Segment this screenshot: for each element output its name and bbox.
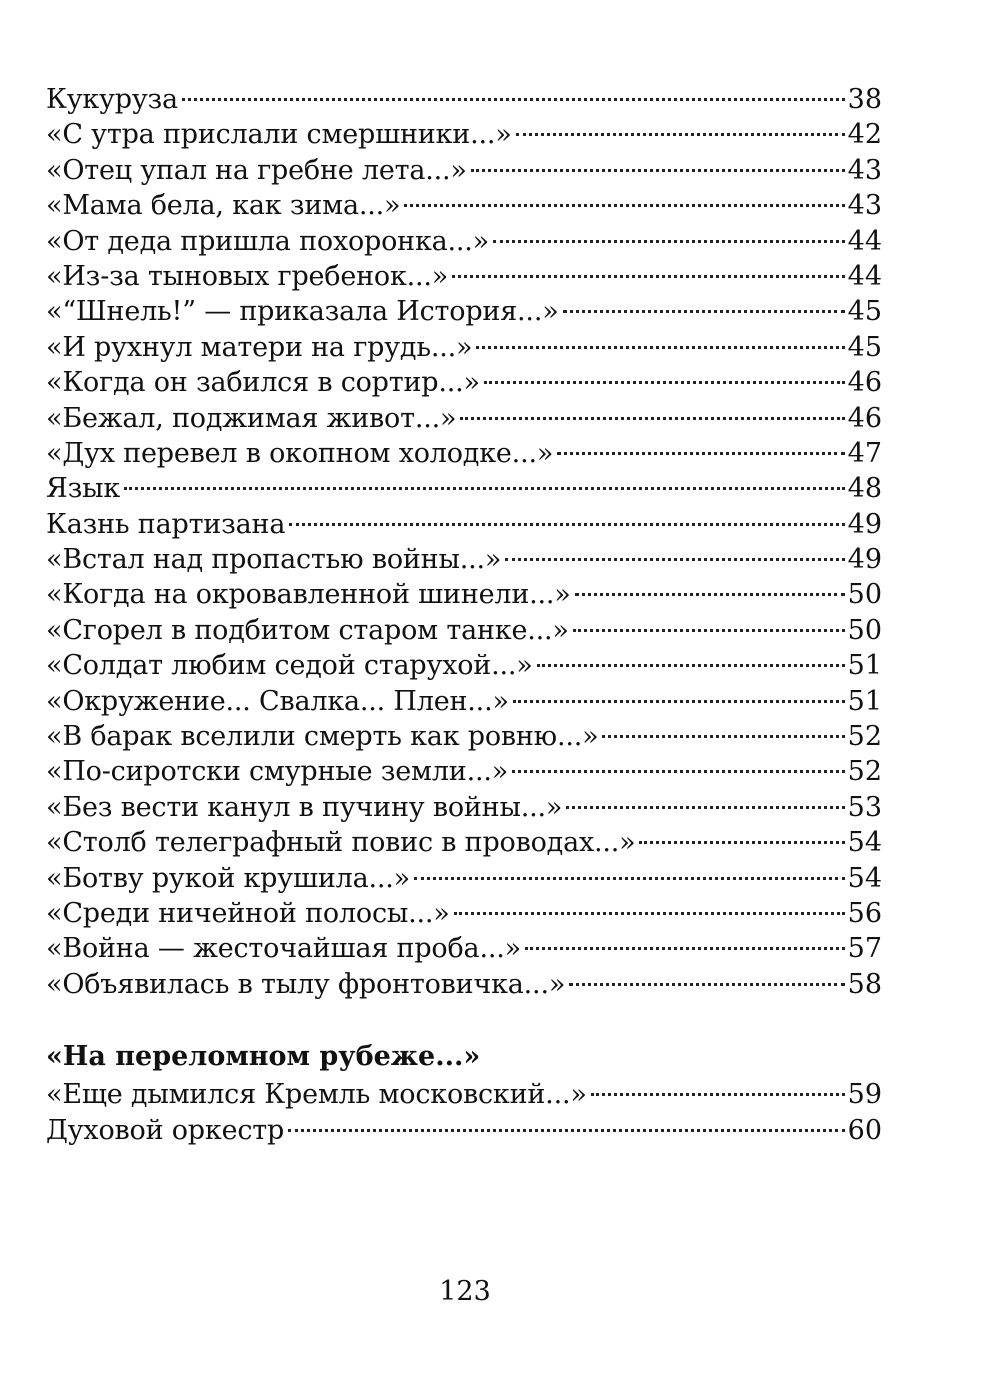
toc-dot-leader xyxy=(414,877,845,880)
toc-entry-title: Духовой оркестр xyxy=(46,1114,285,1146)
toc-dot-leader xyxy=(452,275,845,278)
toc-entry-title: «Бежал, поджимая живот...» xyxy=(46,402,457,434)
toc-dot-leader xyxy=(591,1093,845,1096)
toc-entry-title: «Из-за тыновых гребенок...» xyxy=(46,260,449,292)
toc-entry xyxy=(46,719,882,754)
toc-dot-leader xyxy=(575,593,845,596)
toc-entry xyxy=(46,648,882,683)
toc-entry xyxy=(46,224,882,259)
toc-entry-title: «Война — жесточайшая проба...» xyxy=(46,933,521,965)
toc-entry-page: 58 xyxy=(847,968,882,1000)
toc-entry xyxy=(46,542,882,577)
toc-entry-page: 60 xyxy=(847,1114,882,1146)
toc-entry-page: 46 xyxy=(847,367,882,399)
toc-entry-title: «Сгорел в подбитом старом танке...» xyxy=(46,614,569,646)
toc-dot-leader xyxy=(404,204,844,207)
toc-entry-title: «Столб телеграфный повис в проводах...» xyxy=(46,827,636,859)
toc-entry xyxy=(46,82,882,117)
toc-entry-page: 45 xyxy=(847,331,882,363)
toc-entry-page: 44 xyxy=(847,225,882,257)
toc-entry xyxy=(46,471,882,506)
toc-entry-page: 43 xyxy=(847,154,882,186)
toc-dot-leader xyxy=(573,629,845,632)
toc-entry xyxy=(46,365,882,400)
toc-dot-leader xyxy=(516,133,845,136)
toc-entry xyxy=(46,1077,882,1112)
toc-entry-title: «Когда на окровавленной шинели...» xyxy=(46,579,571,611)
section-heading: «На переломном рубеже...» xyxy=(46,1041,481,1073)
toc-entry-title: «В барак вселили смерть как ровню...» xyxy=(46,721,599,753)
toc-entry-title: «Отец упал на гребне лета...» xyxy=(46,154,467,186)
toc-entry xyxy=(46,188,882,223)
toc-entry-page: 42 xyxy=(847,119,882,151)
toc-dot-leader xyxy=(454,912,845,915)
toc-dot-leader xyxy=(471,169,845,172)
toc-entry xyxy=(46,153,882,188)
toc-entry xyxy=(46,861,882,896)
toc-dot-leader xyxy=(525,947,845,950)
toc-entry xyxy=(46,825,882,860)
toc-dot-leader xyxy=(512,770,845,773)
toc-dot-leader xyxy=(476,346,844,349)
toc-list xyxy=(46,82,882,1002)
toc-entry xyxy=(46,294,882,329)
toc-entry-title: «И рухнул матери на грудь...» xyxy=(46,331,473,363)
toc-dot-leader xyxy=(563,310,845,313)
toc-entry-page: 56 xyxy=(847,897,882,929)
toc-entry xyxy=(46,117,882,152)
toc-dot-leader xyxy=(505,558,844,561)
toc-entry xyxy=(46,790,882,825)
toc-entry xyxy=(46,577,882,612)
toc-entry-title: «Ботву рукой крушила...» xyxy=(46,862,410,894)
toc-entry xyxy=(46,896,882,931)
toc-entry-title: «Солдат любим седой старухой...» xyxy=(46,650,533,682)
toc-dot-leader xyxy=(182,98,845,101)
toc-dot-leader xyxy=(513,700,845,703)
toc-entry-title: «Когда он забился в сортир...» xyxy=(46,367,480,399)
toc-entry xyxy=(46,684,882,719)
toc-entry-page: 43 xyxy=(847,190,882,222)
toc-entry-title: Язык xyxy=(46,473,121,505)
toc-entry-page: 51 xyxy=(847,650,882,682)
toc-dot-leader xyxy=(493,240,845,243)
toc-dot-leader xyxy=(289,523,844,526)
toc-entry-page: 52 xyxy=(847,756,882,788)
toc-dot-leader xyxy=(566,806,844,809)
toc-entry xyxy=(46,401,882,436)
toc-entry-page: 38 xyxy=(847,84,882,115)
toc-entry-page: 57 xyxy=(847,933,882,965)
toc-dot-leader xyxy=(484,381,845,384)
toc-entry-page: 50 xyxy=(847,614,882,646)
toc-entry xyxy=(46,330,882,365)
toc-entry xyxy=(46,507,882,542)
toc-dot-leader xyxy=(602,735,844,738)
toc-entry xyxy=(46,259,882,294)
toc-entry-title: «От деда пришла похоронка...» xyxy=(46,225,489,257)
toc-entry-page: 52 xyxy=(847,721,882,753)
toc-entry xyxy=(46,613,882,648)
toc-entry-page: 50 xyxy=(847,579,882,611)
toc-dot-leader xyxy=(124,487,845,490)
toc-entry-page: 45 xyxy=(847,296,882,328)
toc-entry xyxy=(46,931,882,966)
toc-entry-title: «Еще дымился Кремль московский...» xyxy=(46,1079,587,1111)
toc-dot-leader xyxy=(557,452,844,455)
toc-entry-title: «Окружение... Свалка... Плен...» xyxy=(46,685,509,717)
toc-entry xyxy=(46,436,882,471)
toc-entry-page: 51 xyxy=(847,685,882,717)
toc-entry-title: «С утра прислали смершники...» xyxy=(46,119,512,151)
toc-entry xyxy=(46,1113,882,1148)
page-number: 123 xyxy=(439,1276,491,1307)
toc-entry-title: «“Шнель!” — приказала История...» xyxy=(46,296,559,328)
toc-entry-title: «Дух перевел в окопном холодке...» xyxy=(46,437,554,469)
toc-entry-page: 49 xyxy=(847,508,882,540)
toc-entry-title: «Без вести канул в пучину войны...» xyxy=(46,791,563,823)
toc-section-list xyxy=(46,1077,882,1148)
toc-entry-page: 47 xyxy=(847,437,882,469)
toc-dot-leader xyxy=(537,664,845,667)
toc-entry-page: 53 xyxy=(847,791,882,823)
toc-entry-title: Кукуруза xyxy=(46,84,178,115)
toc-entry-page: 49 xyxy=(847,544,882,576)
toc-entry xyxy=(46,967,882,1002)
toc-entry-page: 54 xyxy=(847,827,882,859)
toc-entry-title: «Встал над пропастью войны...» xyxy=(46,544,502,576)
toc-dot-leader xyxy=(639,841,844,844)
toc-entry-page: 44 xyxy=(847,260,882,292)
toc-dot-leader xyxy=(288,1129,845,1132)
toc-entry-title: «Мама бела, как зима...» xyxy=(46,190,401,222)
toc-entry-page: 59 xyxy=(847,1079,882,1111)
toc-entry-page: 54 xyxy=(847,862,882,894)
toc-dot-leader xyxy=(569,983,844,986)
toc-dot-leader xyxy=(460,417,844,420)
table-of-contents xyxy=(46,82,882,1148)
toc-entry-title: «По-сиротски смурные земли...» xyxy=(46,756,509,788)
toc-entry-page: 46 xyxy=(847,402,882,434)
toc-entry-title: «Среди ничейной полосы...» xyxy=(46,897,450,929)
toc-entry-title: Казнь партизана xyxy=(46,508,286,540)
toc-entry-title: «Объявилась в тылу фронтовичка...» xyxy=(46,968,566,1000)
toc-entry xyxy=(46,754,882,789)
toc-entry-page: 48 xyxy=(847,473,882,505)
